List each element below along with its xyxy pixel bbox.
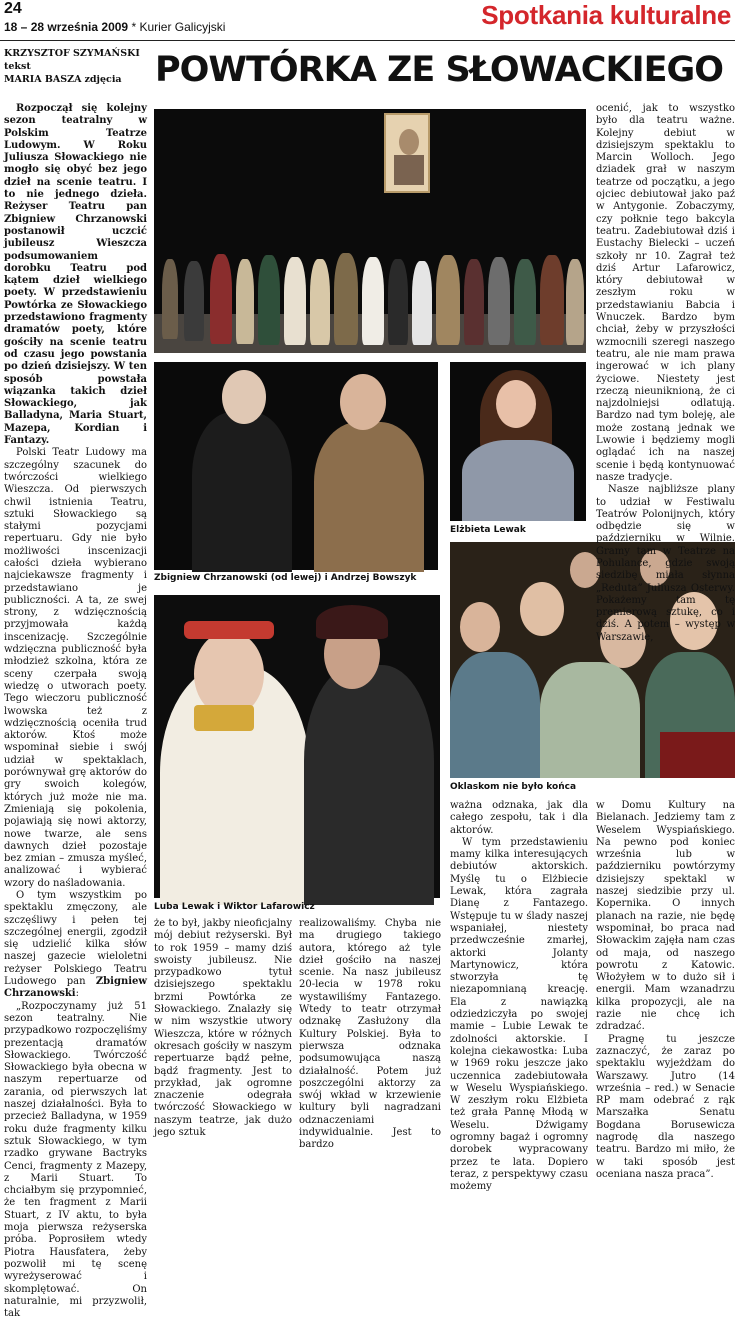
column-right bbox=[596, 103, 735, 643]
page-number: 24 bbox=[4, 0, 22, 17]
paragraph: „Rozpoczynamy już 51 sezon teatralny. Nie przypadkowo rozpoczęliśmy prezentacją dramatów Słowackiego. Twórczość Słowackiego była obecna w naszym repertuarze od zarania, od pierwszych lat naszej działalności. Była to przecież Balladyna, w 1959 roku duże fragmenty kilku sztuk Słowackiego, w tym rzadko grywane Bactryks Cenci, fragmenty z Mazepy, z Marii Stuart. To chciałbym się przypomnieć, że ten fragment z Marii Stuart, z IV aktu, to była moja pierwsza reżyserska próba. Poprosiłem wtedy Piotra Hausfatera, żeby pozwolił mi tę scenę wyreżyserować i skomplętować. On naturalnie, mi przyzwolił, tak bbox=[4, 1000, 147, 1320]
column-5 bbox=[596, 800, 735, 1180]
paragraph: ważna odznaka, jak dla całego zespołu, tak i dla aktorów. bbox=[450, 800, 588, 836]
column-3 bbox=[299, 918, 441, 1151]
paragraph: ocenić, jak to wszystko było dla teatru ważne. Kolejny debiut w dzisiejszym spektaklu to Marcin Wolloch. Jego dziadek grał w naszym teatrze od początku, a jego ojciec debiutował jako paź w Antygonie. Zobaczymy, czy połknie tego bakcyla teatru. Zadebiutował dziś i Eustachy Bielecki – uczeń szkoły nr 10. Zagrał też dziś Artur Lafarowicz, który debiutował w zeszłym roku w przedstawianiu Babcia i Wnuczek. Bardzo bym chciał, żeby w przyszłości wzmocnili szeregi naszego teatru, ale nie mam prawa ingerować w ich plany życiowe. Niestety jest rzeczą nieuniknioną, że ci najzdolniejsi odlatują. Bardzo nad tym boleję, ale może zostaną jednak we Lwowie i będziemy mogli oglądać ich na naszej scenie i będą kontynuować nasze tradycje. bbox=[596, 103, 735, 483]
crown bbox=[194, 705, 254, 731]
column-1 bbox=[4, 103, 147, 1320]
photo-elzbieta-lewak bbox=[450, 362, 586, 521]
paragraph-text: O tym wszystkim po spektaklu zmęczony, ale szczęśliwy i pełen tej szczególnej energii, zgodził się udzielić kilka słów naszej gazecie wieloletni reżyser Polskiego Teatru Ludowego pan bbox=[4, 890, 147, 988]
article-headline: POWTÓRKA ZE SŁOWACKIEGO bbox=[155, 50, 723, 90]
photo-curtain-call bbox=[154, 109, 586, 353]
paragraph: Nasze najbliższe plany to udział w Festiwalu Teatrów Polonijnych, który odbędzie się w październiku w Wilnie. Gramy tam w Teatrze na Pohulance, gdzie swoją siedzibę miała słynna „Reduta” Juliusza Osterwy. Pokażemy tam tę premierową sztukę, co i dziś. A potem – występ w Warszawie, bbox=[596, 484, 735, 643]
lead-paragraph: Rozpoczął się kolejny sezon teatralny w Polskim Teatrze Ludowym. W Roku Juliusza Słowackiego nie mogło się obyć bez jego dzieł na scenie teatru. I to nie jednego dzieła. Reżyser Teatru pan Zbigniew Chrzanowski postanowił uczcić jubileusz Wieszcza podsumowaniem dorobku Teatru pod kątem dzieł wielkiego poety. W przedstawieniu Powtórka ze Słowackiego przedstawiono fragmenty dramatów poety, które gościły na scenie teatru od czasu jego powstania po dzień dzisiejszy. W ten sposób powstała wiązanka takich dzieł Słowackiego, jak Balladyna, Maria Stuart, Mazepa, Kordian i Fantazy. bbox=[4, 103, 147, 447]
actor-right bbox=[314, 422, 424, 572]
interviewee-name: Zbigniew Chrzanowski bbox=[4, 976, 147, 1000]
paragraph: W tym przedstawieniu mamy kilka interesujących debiutów aktorskich. Myślę tu o Elżbiecie Lewak, która zagrała Dianę z Fantazego. Wstępuje tu w ślady naszej wspaniałej, niestety przedwcześnie zmarłej, aktorki Jolanty Martynowicz, która stworzyła tę niezapomnianą kreację. Ela z nawiązką odziedziczyła po swojej mamie – Lubie Lewak te zdolności aktorskie. I kolejna ciekawostka: Luba w 1969 roku jeszcze jako uczennica zadebiutowała w Weselu Wyspiańskiego. W zeszłym roku Elżbieta też grała Pannę Młodą w Weselu. Dźwigamy ogromny bagaż i ogromny dorobek wypracowany przez te lata. Dopiero teraz, z perspektywy czasu możemy bbox=[450, 836, 588, 1193]
paragraph-text: : bbox=[75, 988, 79, 1000]
column-2 bbox=[154, 918, 292, 1139]
author-name: KRZYSZTOF SZYMAŃSKI bbox=[4, 48, 140, 59]
photographer-name: MARIA BASZA bbox=[4, 74, 82, 85]
paragraph: realizowaliśmy. Chyba nie ma drugiego takiego autora, którego aż tyle dzieł gościło na naszej scenie. Na nasz jubileusz 20-lecia w 1978 roku wystawiliśmy Fantazego. Wtedy to teatr otrzymał odznakę Zasłużony dla Kultury Polskiej. Była to pierwsza odznaka podsumowująca naszą działalność. Potem już poszczególni aktorzy za swój wkład w krzewienie kultury byli nagradzani odznaczeniami indywidualnie. Jest to bardzo bbox=[299, 918, 441, 1151]
paragraph: w Domu Kultury na Bielanach. Jedziemy tam z Weselem Wyspiańskiego. Na pewno pod koniec września lub w październiku powtórzymy dzisiejszy spektakl w naszej siedzibie przy ul. Kopernika. O innych planach na razie, nie będę wspominał, bo praca nad Słowackim zajęła nam czas od maja, od naszego powrotu z Katowic. Włożyłem w to dużo sił i energii. Mam wzanadrzu kilka propozycji, ale na razie nie chcę ich zdradzać. bbox=[596, 800, 735, 1033]
author-role: tekst bbox=[4, 61, 31, 72]
stage-banner bbox=[384, 113, 430, 193]
paragraph: że to był, jakby nieoficjalny mój debiut reżyserski. Był to rok 1959 – mamy dziś swoisty jubileusz. Nie przypadkowo tytuł dzisiejszego spektaklu brzmi Powtórka ze Słowackiego. Znalazły się w nim wszystkie utwory Wieszcza, które w różnych okresach gościły w naszym repertuarze bądź pełne, bądź fragmenty. Jest to przykład, jak ogromne znaczenie odegrała twórczość Słowackiego w naszym teatrze, jak dużo jego sztuk bbox=[154, 918, 292, 1139]
actor-left bbox=[192, 412, 292, 572]
photo-luba-wiktor bbox=[154, 595, 440, 898]
issue-dateline bbox=[4, 20, 225, 34]
caption-photo-elzbieta-lewak: Elżbieta Lewak bbox=[450, 525, 526, 535]
caption-photo-audience: Oklaskom nie było końca bbox=[450, 782, 577, 792]
article-credits bbox=[4, 47, 144, 86]
paragraph: Polski Teatr Ludowy ma szczególny szacunek do twórczości wielkiego Wieszcza. Od pierwszych chwil istnienia Teatru, sztuki Słowackiego są stałymi pozycjami repertuaru. Gdy nie było możliwości inscenizacji całości dzieła wybierano najciekawsze fragmenty i przedstawiano je publiczności. A ta, ze swej strony, z wdzięcznością przyjmowała każdą inscenizację. Szczególnie wdzięczna publiczność była młodzież szkolna, która ze sceny czerpała swoją wiedzę o utworach poety. Tego wieczoru publiczność lwowska też z wdzięcznością oceniła trud aktorów. Ktoś może wspominał siebie i swój udział w spektaklach, porównywał grę aktorów do gry swoich kolegów, których już może nie ma. Zmieniają się pokolenia, pojawiają się nowi aktorzy, nowe twarze, ale sens dawnych dzieł pozostaje bez zmian – zmusza myśleć, analizować i wybierać wzory do naśladowania. bbox=[4, 447, 147, 889]
issue-date: 18 – 28 września 2009 bbox=[4, 20, 129, 34]
paragraph bbox=[4, 890, 147, 1001]
caption-photo-luba-wiktor: Luba Lewak i Wiktor Lafarowicz bbox=[154, 902, 315, 912]
publication-name: * Kurier Galicyjski bbox=[131, 20, 226, 34]
header-divider bbox=[0, 40, 735, 41]
section-title: Spotkania kulturalne bbox=[481, 0, 731, 30]
caption-photo-two-actors: Zbigniew Chrzanowski (od lewej) i Andrzej Bowszyk bbox=[154, 573, 417, 583]
photographer-role: zdjęcia bbox=[84, 74, 122, 85]
paragraph: Pragnę tu jeszcze zaznaczyć, że zaraz po spektaklu wyjeżdżam do Warszawy. Jutro (14 września – red.) w Senacie RP mam odebrać z rąk Marszałka Senatu Bogdana Borusewicza nagrodę dla naszego teatru. Bardzo mi miło, że w taki sposób jest oceniana nasza praca”. bbox=[596, 1033, 735, 1180]
photo-two-actors bbox=[154, 362, 438, 570]
column-4 bbox=[450, 800, 588, 1193]
